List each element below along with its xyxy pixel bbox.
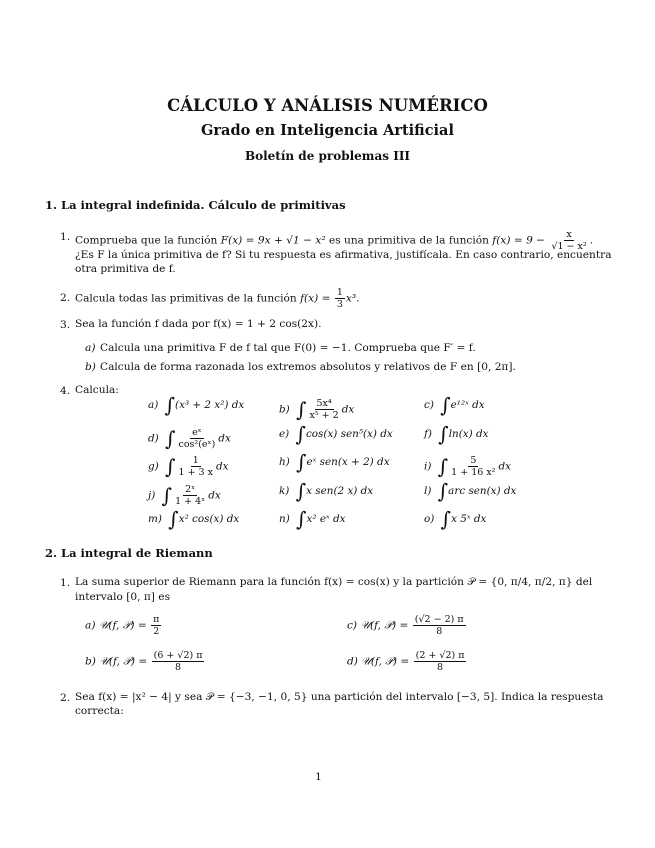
integral-sign: ∫ <box>158 426 176 451</box>
option-d-label: d) <box>347 655 358 668</box>
integral-differential: dx <box>341 403 355 416</box>
integral-label: k) <box>279 485 290 497</box>
integral-label: g) <box>148 460 159 473</box>
problem-1-f: f(x) = 9 − <box>492 234 546 247</box>
integral-label: e) <box>279 428 290 440</box>
problem-1-number: 1. <box>60 231 71 243</box>
problem-1-line-2: ¿Es F la única primitiva de f? Si tu respuesta es afirmativa, justifícala. En caso contrario, encuentra <box>75 249 612 261</box>
integral-sign: ∫ <box>289 422 306 446</box>
integral-item <box>279 479 374 503</box>
integral-fraction <box>177 455 215 478</box>
integral-expression: cos(x) sen⁵(x) dx <box>305 428 393 440</box>
integral-item <box>279 422 393 446</box>
integral-label: i) <box>424 460 432 473</box>
integral-fraction <box>308 398 341 421</box>
bulletin-title: Boletín de problemas III <box>244 149 411 163</box>
problem-4-text: Calcula: <box>75 384 119 396</box>
integral-item <box>148 393 245 417</box>
problem-2-label: Calcula todas las primitivas de la función <box>75 292 297 305</box>
problem-1-frac-den: √1 − x² <box>551 241 587 252</box>
integral-sign: ∫ <box>289 507 307 531</box>
integral-sign: ∫ <box>289 479 307 503</box>
integral-label: f) <box>424 428 432 440</box>
option-d <box>347 650 467 673</box>
integral-item <box>424 479 517 503</box>
option-a-den: 2 <box>153 626 160 637</box>
option-b-label: b) <box>85 655 96 668</box>
option-d-fraction <box>414 650 467 673</box>
option-a <box>85 614 162 637</box>
option-c-num: (√2 − 2) π <box>414 614 464 625</box>
integral-numerator: 5x⁴ <box>316 398 332 409</box>
integral-sign: ∫ <box>431 422 449 446</box>
integral-expression: ln(x) dx <box>448 428 489 440</box>
integral-denominator: 1 + 3 x <box>178 467 213 478</box>
page-number: 1 <box>315 771 322 783</box>
problem-2-frac-den: 3 <box>336 299 343 310</box>
integral-sign: ∫ <box>155 483 173 508</box>
integral-item <box>424 422 489 446</box>
integral-sign: ∫ <box>158 454 176 479</box>
integral-sign: ∫ <box>289 397 307 422</box>
option-b-num: (6 + √2) π <box>153 650 203 661</box>
problem-3a-text: Calcula una primitiva F de f tal que F(0) = −1. Comprueba que F′ = f. <box>100 342 476 354</box>
integral-label: n) <box>279 513 290 525</box>
integral-item <box>148 427 231 450</box>
option-c-fraction <box>413 614 466 637</box>
problem-1-line-1: Comprueba que la función F(x) = 9x + √1 − x² es una primitiva de la función f(x) = 9 − $\frac{x}{\text{√1 − x²}}$ . <box>75 229 594 252</box>
integral-differential: dx <box>215 460 229 473</box>
integral-item <box>279 507 346 531</box>
problem-4-number: 4. <box>60 385 71 397</box>
integral-label: l) <box>424 485 432 497</box>
integral-sign: ∫ <box>433 393 451 417</box>
integral-expression: x sen(2 x) dx <box>306 485 374 497</box>
integral-denominator: 1 + 16 x² <box>451 467 496 478</box>
option-a-label: a) <box>85 619 96 632</box>
problem-1-frac-num: x <box>566 229 572 240</box>
integral-label: c) <box>424 399 434 411</box>
problem-3b-marker: b) <box>85 361 96 373</box>
problem-1-text-b: es una primitiva de la función <box>328 234 489 247</box>
option-d-lhs: 𝒰(f, 𝒫) = <box>361 655 410 668</box>
integral-expression: e¹²ˣ dx <box>450 399 485 411</box>
integral-label: j) <box>148 489 156 502</box>
option-b-lhs: 𝒰(f, 𝒫) = <box>99 655 148 668</box>
integral-label: a) <box>148 399 159 411</box>
document-subtitle: Grado en Inteligencia Artificial <box>201 122 454 139</box>
integral-expression: x² eˣ dx <box>306 513 346 525</box>
integral-expression: x² cos(x) dx <box>178 513 240 525</box>
integral-label: m) <box>148 513 162 525</box>
option-c-label: c) <box>347 619 358 632</box>
problem-3-number: 3. <box>60 319 71 331</box>
option-a-fraction <box>151 614 161 637</box>
problem-2-tail: x³. <box>345 292 360 305</box>
problem-1-text-a: Comprueba que la función <box>75 234 218 247</box>
integral-denominator: 1 + 4ˣ <box>175 496 206 507</box>
integral-expression: arc sen(x) dx <box>448 485 517 497</box>
problem-3a-label <box>85 341 95 355</box>
integral-sign: ∫ <box>431 454 449 479</box>
integral-expression: eˣ sen(x + 2) dx <box>306 456 390 468</box>
option-b <box>85 650 205 673</box>
section-2-heading: 2. La integral de Riemann <box>45 546 213 560</box>
integral-numerator: 2ˣ <box>185 484 196 495</box>
option-c <box>347 614 467 637</box>
integral-sign: ∫ <box>289 450 307 474</box>
section-1-heading: 1. La integral indefinida. Cálculo de primitivas <box>45 198 346 212</box>
problem-2-frac-num: 1 <box>336 287 343 298</box>
integral-denominator: x⁵ + 2 <box>309 410 339 421</box>
integral-differential: dx <box>498 460 512 473</box>
document-title: CÁLCULO Y ANÁLISIS NUMÉRICO <box>167 96 488 115</box>
integral-differential: dx <box>208 489 221 502</box>
problem-2-number: 2. <box>60 292 71 304</box>
integral-item <box>279 398 354 421</box>
problem-2-text <box>75 287 359 310</box>
integral-item <box>424 507 487 531</box>
option-b-fraction <box>152 650 205 673</box>
integral-sign: ∫ <box>161 507 179 531</box>
integral-numerator: 1 <box>192 455 199 466</box>
problem-3-text: Sea la función f dada por f(x) = 1 + 2 cos(2x). <box>75 318 322 330</box>
integral-label: o) <box>424 513 435 525</box>
integral-sign: ∫ <box>431 479 449 503</box>
integral-differential: dx <box>218 432 231 445</box>
integral-label: d) <box>148 432 159 445</box>
option-b-den: 8 <box>175 662 182 673</box>
integral-expression: (x³ + 2 x²) dx <box>175 399 245 411</box>
integral-item <box>148 484 221 507</box>
option-d-den: 8 <box>437 662 444 673</box>
option-a-lhs: 𝒰(f, 𝒫) = <box>98 619 147 632</box>
question-2-line-2: correcta: <box>75 705 124 717</box>
integral-item <box>148 455 228 478</box>
problem-1-F: F(x) = 9x + √1 − x² <box>220 234 326 247</box>
question-1-line-2: intervalo [0, π] es <box>75 591 171 603</box>
integral-fraction <box>449 455 497 478</box>
option-a-num: π <box>153 614 160 625</box>
problem-3b-text: Calcula de forma razonada los extremos absolutos y relativos de F en [0, 2π]. <box>100 361 516 373</box>
integral-fraction <box>177 427 218 450</box>
integral-item <box>148 507 240 531</box>
integral-expression: x 5ˣ dx <box>451 513 487 525</box>
question-1-line-1: La suma superior de Riemann para la función f(x) = cos(x) y la partición 𝒫 = {0, π/4, π/2, π} del <box>75 576 593 588</box>
integral-fraction <box>173 484 207 507</box>
question-2-number: 2. <box>60 692 71 704</box>
integral-label: b) <box>279 403 290 416</box>
integral-sign: ∫ <box>158 393 176 417</box>
integral-label: h) <box>279 456 290 468</box>
integral-item <box>424 393 485 417</box>
integral-denominator: cos²(eˣ) <box>178 439 216 450</box>
integral-sign: ∫ <box>434 507 452 531</box>
option-c-den: 8 <box>436 626 443 637</box>
problem-2-f: f(x) = <box>300 292 331 305</box>
integral-numerator: 5 <box>470 455 477 466</box>
problem-1-line-3: otra primitiva de f. <box>75 263 176 275</box>
option-c-lhs: 𝒰(f, 𝒫) = <box>360 619 409 632</box>
problem-2-fraction <box>335 287 345 310</box>
question-2-line-1: Sea f(x) = |x² − 4| y sea 𝒫 = {−3, −1, 0, 5} una partición del intervalo [−3, 5]. Indica la respuesta <box>75 691 604 703</box>
integral-item <box>279 450 390 474</box>
question-1-number: 1. <box>60 577 71 589</box>
integral-numerator: eˣ <box>192 427 202 438</box>
problem-3a-marker: a) <box>85 342 96 354</box>
integral-item <box>424 455 511 478</box>
problem-3b-label <box>85 360 96 374</box>
option-d-num: (2 + √2) π <box>415 650 465 661</box>
